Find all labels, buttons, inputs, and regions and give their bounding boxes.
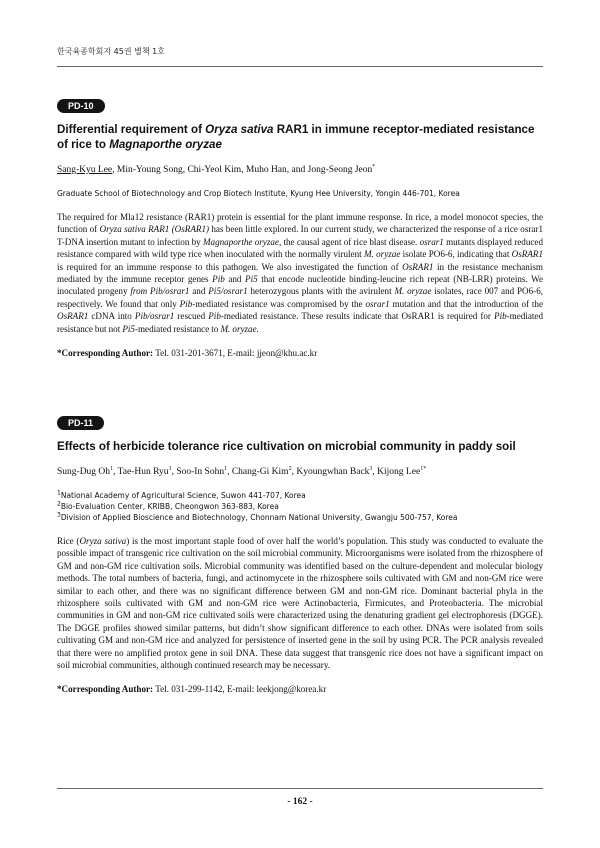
corresponding-label: *Corresponding Author: xyxy=(57,684,154,695)
abstract-pd-10 xyxy=(57,96,543,359)
abstract-id-badge: PD-11 xyxy=(57,416,104,430)
corresponding-label: *Corresponding Author: xyxy=(57,348,154,359)
abstract-pd-11 xyxy=(57,413,543,695)
corresponding-author xyxy=(57,347,543,359)
abstract-title: Effects of herbicide tolerance rice cultivation on microbial community in paddy soil xyxy=(57,440,516,453)
abstract-body: Rice (Oryza sativa) is the most important staple food of over half the world’s population. This study was conducted to evaluate the possible impact of transgenic rice cultivation on the soil microbial community. Microorganisms were isolated from the rhizosphere of GM and non-GM rice cultivation soils. Microbial community was identified based on the culture-dependent and molecular biology methods. The total numbers of bacteria, fungi, and actinomycete in the rhizosphere soils cultivated with GM and non-GM rice were similar to each other, and there was no significant difference between GM and non-GM rice. Dominant bacterial phyla in the rhizosphere soils cultivated with GM and non-GM rice were Actinobacteria, Firmicutes, and Proteobacteria. The microbial communities in GM and non-GM rice cultivated soils were characterized using the denaturing gradient gel electrophoresis (DGGE). The DGGE profiles showed similar patterns, but didn’t show significant difference to each other. DNAs were isolated from soils cultivating GM and non-GM rice and analyzed for persistence of inserted gene in the soil by using PCR. The PCR analysis revealed that there were no amplified protox gene in soil DNA. These data suggest that transgenic rice does not have a significant impact on soil microbial communities, although continued research may be necessary. xyxy=(57,536,543,671)
page-number: - 162 - xyxy=(287,797,313,807)
author-list: Sang-Kyu Lee, Min-Young Song, Chi-Yeol Kim, Muho Han, and Jong-Seong Jeon* xyxy=(57,163,376,175)
corresponding-contact: Tel. 031-201-3671, E-mail: jjeon@khu.ac.kr xyxy=(155,348,318,359)
running-header: 한국육종학회지 45권 별책 1호 xyxy=(57,47,165,56)
affiliation: $^1$National Academy of Agricultural Science, Suwon 441-707, Korea $^2$Bio-Evaluation Center, KRIBB, Cheongwon 363-883, Korea $^3$Division of Applied Bioscience and Biotechnology, Chonnam National University, Gwangju 500-757, Korea xyxy=(57,489,458,522)
footer-rule xyxy=(57,788,543,789)
abstract-body: The required for Mla12 resistance (RAR1) protein is essential for the plant immune response. In rice, a model monocot species, the function of Oryza sativa RAR1 (OsRAR1) has been little explored. In our current study, we characterized the response of a rice osrar1 T-DNA insertion mutant to infection by Magnaporthe oryzae, the causal agent of rice blast disease. osrar1 mutants displayed reduced resistance compared with wild type rice when inoculated with the normally virulent M. oryzae isolate PO6-6, indicating that OsRAR1 is required for an immune response to this pathogen. We also investigated the function of OsRAR1 in the resistance mechanism mediated by the immune receptor genes Pib and Pi5 that encode nucleotide binding-leucine rich repeat (NB-LRR) proteins. We inoculated progeny from Pib/osrar1 and Pi5/osrar1 heterozygous plants with the avirulent M. oryzae isolates, race 007 and PO6-6, respectively. We found that only Pib-mediated resistance was compromised by the osrar1 mutation and that the introduction of the OsRAR1 cDNA into Pib/osrar1 rescued Pib-mediated resistance. These results indicate that OsRAR1 is required for Pib-mediated resistance but not Pi5-mediated resistance to M. oryzae. xyxy=(57,212,544,334)
corresponding-contact: Tel. 031-299-1142, E-mail: leekjong@korea.kr xyxy=(155,684,327,695)
header-rule xyxy=(57,66,543,67)
corresponding-author xyxy=(57,683,543,695)
author-list: Sung-Dug Oh$^1$, Tae-Hun Ryu$^1$, Soo-In Sohn$^1$, Chang-Gi Kim$^2$, Kyoungwhan Back$^3$, Kijong Lee$^{1*}$ xyxy=(57,465,427,477)
abstract-title: Differential requirement of Oryza sativa RAR1 in immune receptor-mediated resistance of rice to Magnaporthe oryzae xyxy=(57,123,535,151)
affiliation: Graduate School of Biotechnology and Crop Biotech Institute, Kyung Hee University, Yongin 446-701, Korea xyxy=(57,189,460,198)
abstract-id-badge: PD-10 xyxy=(57,99,105,113)
